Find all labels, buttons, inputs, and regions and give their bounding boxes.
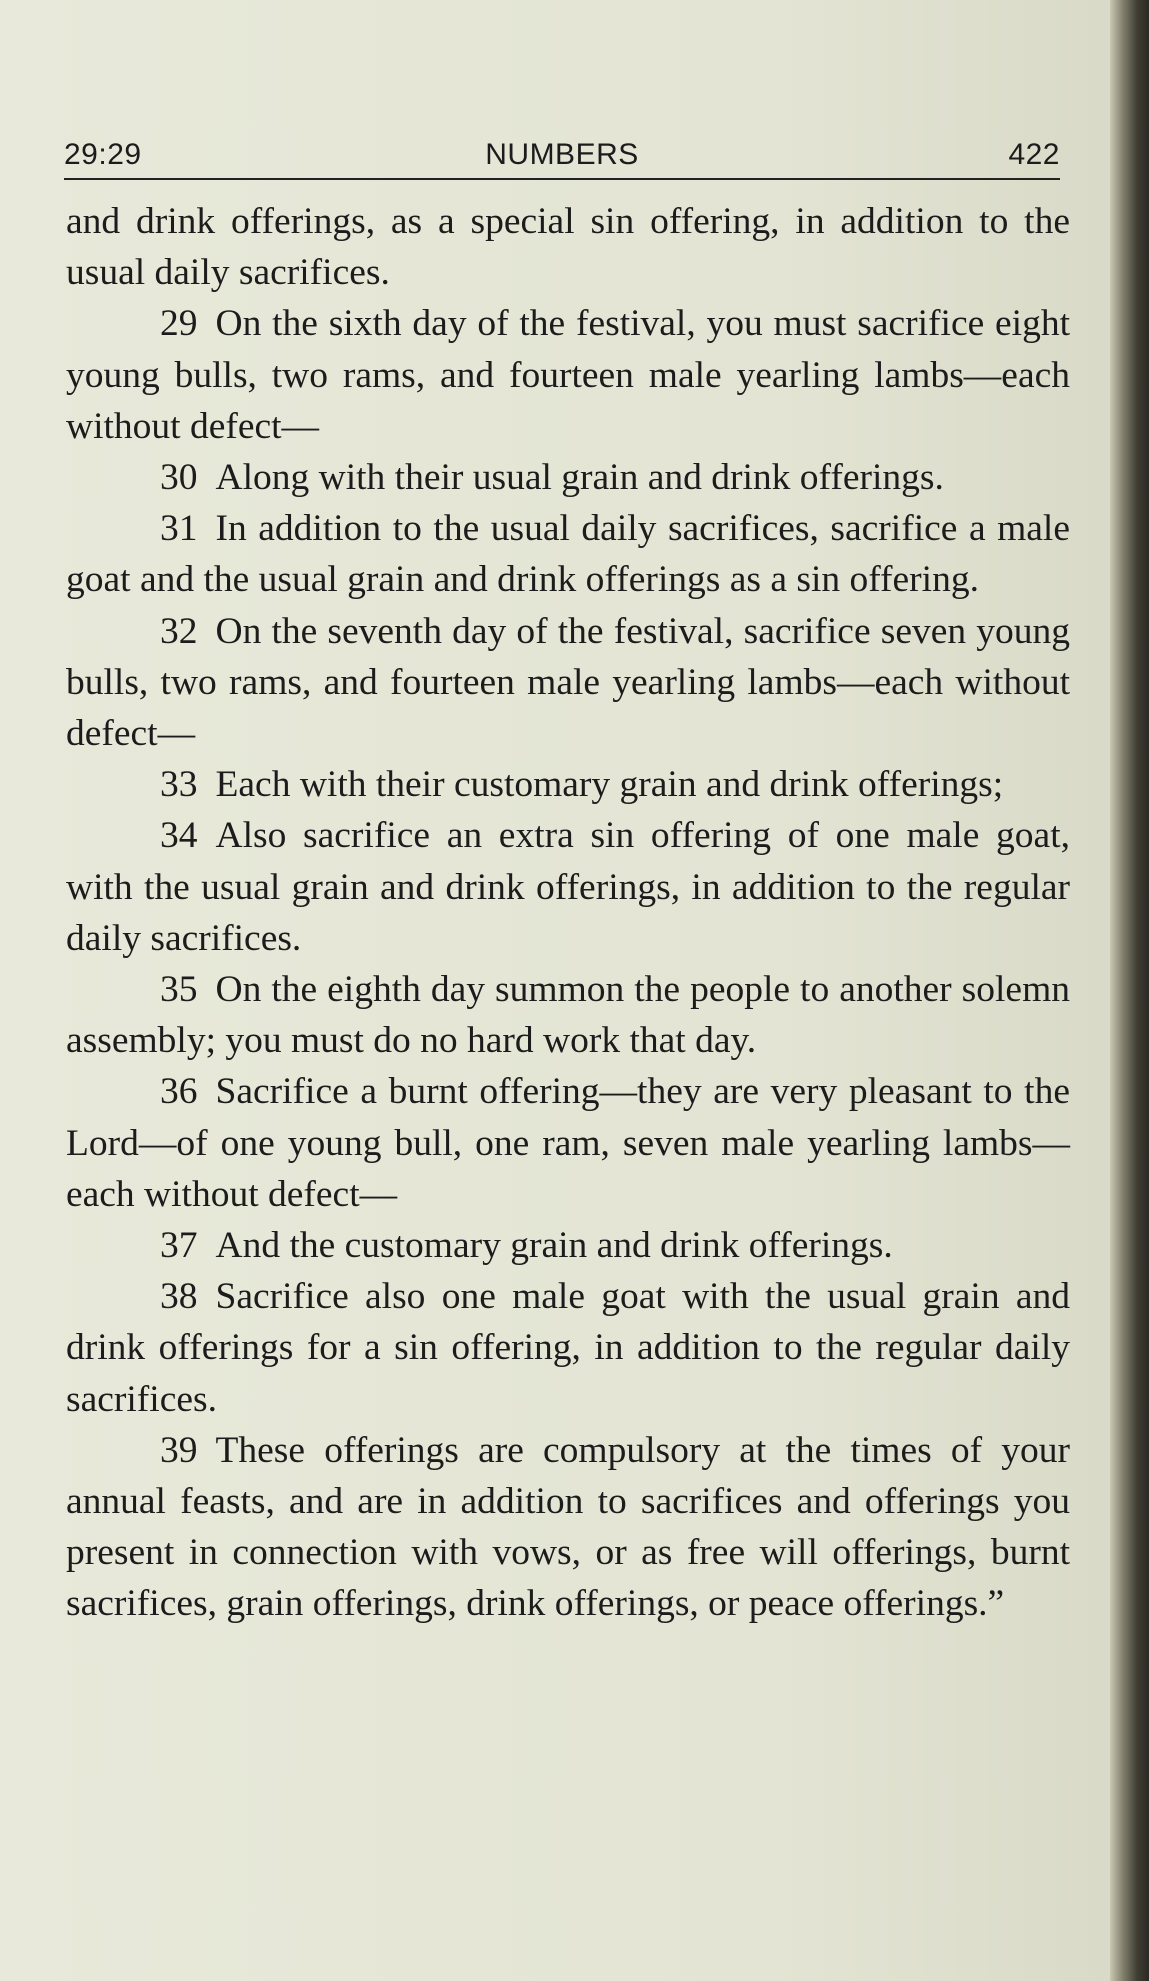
verse-number: 36 [160, 1071, 198, 1113]
verse-number: 29 [160, 303, 198, 345]
paragraph-continuation [66, 196, 1070, 298]
verse-number: 35 [160, 969, 198, 1011]
verse-30 [66, 452, 1070, 503]
verse-29 [66, 298, 1070, 452]
verse-text: In addition to the usual daily sacrifices, sacrifice a male goat and the usual grain and drink offerings as a sin offering. [66, 508, 1070, 601]
verse-number: 32 [160, 610, 198, 652]
verse-text: On the eighth day summon the people to another solemn assembly; you must do no hard work that day. [66, 969, 1070, 1062]
verse-text: Sacrifice a burnt offering—they are very pleasant to the Lord—of one young bull, one ram, seven male yearling lambs—each without defect— [66, 1071, 1070, 1215]
verse-text: These offerings are compulsory at the times of your annual feasts, and are in addition to sacrifices and offerings you present in connection with vows, or as free will offerings, burnt sacrifices, grain offerings, drink offerings, or peace offerings.” [66, 1429, 1070, 1625]
verse-number: 33 [160, 764, 198, 806]
verse-36 [66, 1066, 1070, 1220]
verse-number: 31 [160, 508, 198, 550]
verse-text: And the customary grain and drink offerings. [215, 1225, 893, 1267]
verse-text: On the seventh day of the festival, sacrifice seven young bulls, two rams, and fourteen male yearling lambs—each without defect— [66, 610, 1070, 755]
verse-33 [66, 759, 1070, 810]
verse-text: Each with their customary grain and drink offerings; [215, 764, 1004, 806]
verse-text: Sacrifice also one male goat with the usual grain and drink offerings for a sin offering, in addition to the regular daily sacrifices. [66, 1276, 1070, 1420]
verse-38 [66, 1271, 1070, 1425]
verse-text: Along with their usual grain and drink offerings. [215, 457, 944, 499]
page-number: 422 [1008, 138, 1060, 171]
verse-32 [66, 606, 1070, 760]
book-title: NUMBERS [485, 138, 639, 171]
verse-37 [66, 1220, 1070, 1271]
book-spine-shadow [1110, 0, 1149, 1981]
scripture-text [66, 196, 1070, 1630]
verse-34 [66, 810, 1070, 964]
verse-number: 30 [160, 457, 198, 499]
verse-39 [66, 1425, 1070, 1630]
verse-35 [66, 964, 1070, 1066]
running-header [64, 130, 1060, 180]
verse-text: Also sacrifice an extra sin offering of one male goat, with the usual grain and drink offerings, in addition to the regular daily sacrifices. [66, 815, 1070, 959]
chapter-verse-reference: 29:29 [64, 138, 142, 171]
verse-number: 37 [160, 1225, 198, 1267]
verse-text: On the sixth day of the festival, you must sacrifice eight young bulls, two rams, and fourteen male yearling lambs—each without defect— [66, 303, 1070, 447]
verse-number: 39 [160, 1429, 198, 1471]
verse-number: 38 [160, 1276, 198, 1318]
verse-31 [66, 503, 1070, 605]
paragraph-text: and drink offerings, as a special sin offering, in addition to the usual daily sacrifices. [66, 201, 1070, 294]
verse-number: 34 [160, 815, 198, 857]
